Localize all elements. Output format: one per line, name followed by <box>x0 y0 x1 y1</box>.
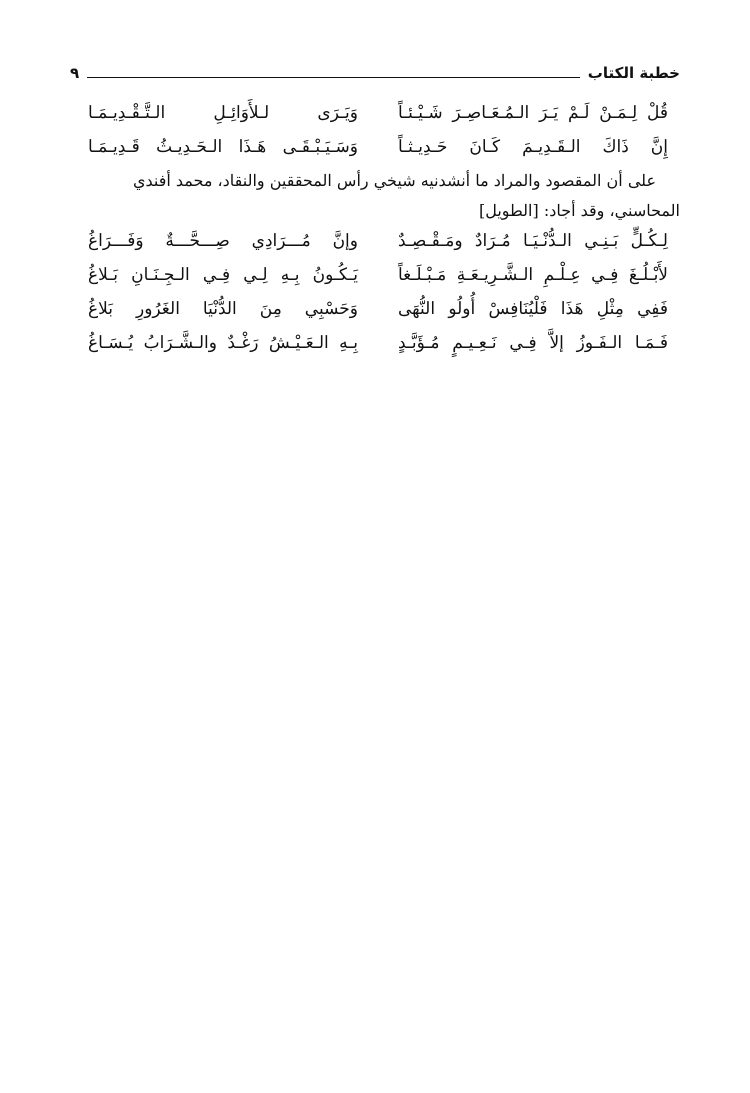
verse-line <box>88 292 668 326</box>
verse-second-hemistich: بِـهِ الـعَـيْـشُ رَغْـدٌ والـشَّـرَابُ يُـسَـاغُ <box>88 333 358 353</box>
prose-paragraph <box>68 166 680 226</box>
verse-first-hemistich: إِنَّ ذَاكَ الـقَـدِيـمَ كَـانَ حَـدِيـثـاً <box>398 137 668 157</box>
verse-line <box>88 96 668 130</box>
verse-line <box>88 224 668 258</box>
verse-first-hemistich: قُلْ لِـمَـنْ لَـمْ يَـرَ الـمُـعَـاصِـرَ شَـيْـئـاً <box>398 103 668 123</box>
header-title: خطبة الكتاب <box>587 64 680 82</box>
running-header <box>70 58 680 82</box>
verse-first-hemistich: فَـمَـا الـفَـوزُ إلاَّ فِـي نَـعِـيـمٍ مُـؤَبَّـدٍ <box>398 333 668 353</box>
verse-second-hemistich: وَسَـيَـبْـقَـى هَـذَا الـحَـدِيـثُ قَـدِيـمَـا <box>88 137 358 157</box>
verse-first-hemistich: لأَبْـلُـغَ فِـي عِـلْـمِ الـشَّـرِيـعَـةِ مَـبْـلَـغاً <box>398 265 668 285</box>
verse-line <box>88 258 668 292</box>
verse-block-bottom <box>88 224 668 360</box>
prose-line: على أن المقصود والمراد ما أنشدنيه شيخي رأس المحققين والنقاد، محمد أفندي <box>132 171 656 190</box>
verse-second-hemistich: وَحَسْبِي مِنَ الدُّنْيَا الغَرُورِ بَلاغُ <box>88 299 358 319</box>
verse-block-top <box>88 96 668 164</box>
verse-second-hemistich: وَيَـرَى لـلأَوَائِـلِ الـتَّـقْـدِيـمَـا <box>88 103 358 123</box>
header-rule <box>87 77 580 78</box>
verse-second-hemistich: وإنَّ مُـــرَادِي صِـــحَّـــةٌ وَفَـــرَاغُ <box>88 231 358 251</box>
verse-line <box>88 326 668 360</box>
verse-second-hemistich: يَـكُـونُ بِـهِ لِـي فِـي الـجِـنَـانِ بَـلاغُ <box>88 265 358 285</box>
verse-first-hemistich: فَفِي مِثْلِ هَذَا فَلْيُنَافِسْ أُولُو النُّهَى <box>398 299 668 319</box>
prose-line: المحاسني، وقد أجاد: [الطويل] <box>478 201 680 220</box>
verse-line <box>88 130 668 164</box>
page-number: ٩ <box>70 64 80 82</box>
verse-first-hemistich: لِـكُـلٍّ بَـنِـي الـدُّنْـيَـا مُـرَادٌ ومَـقْـصِـدٌ <box>398 231 668 251</box>
